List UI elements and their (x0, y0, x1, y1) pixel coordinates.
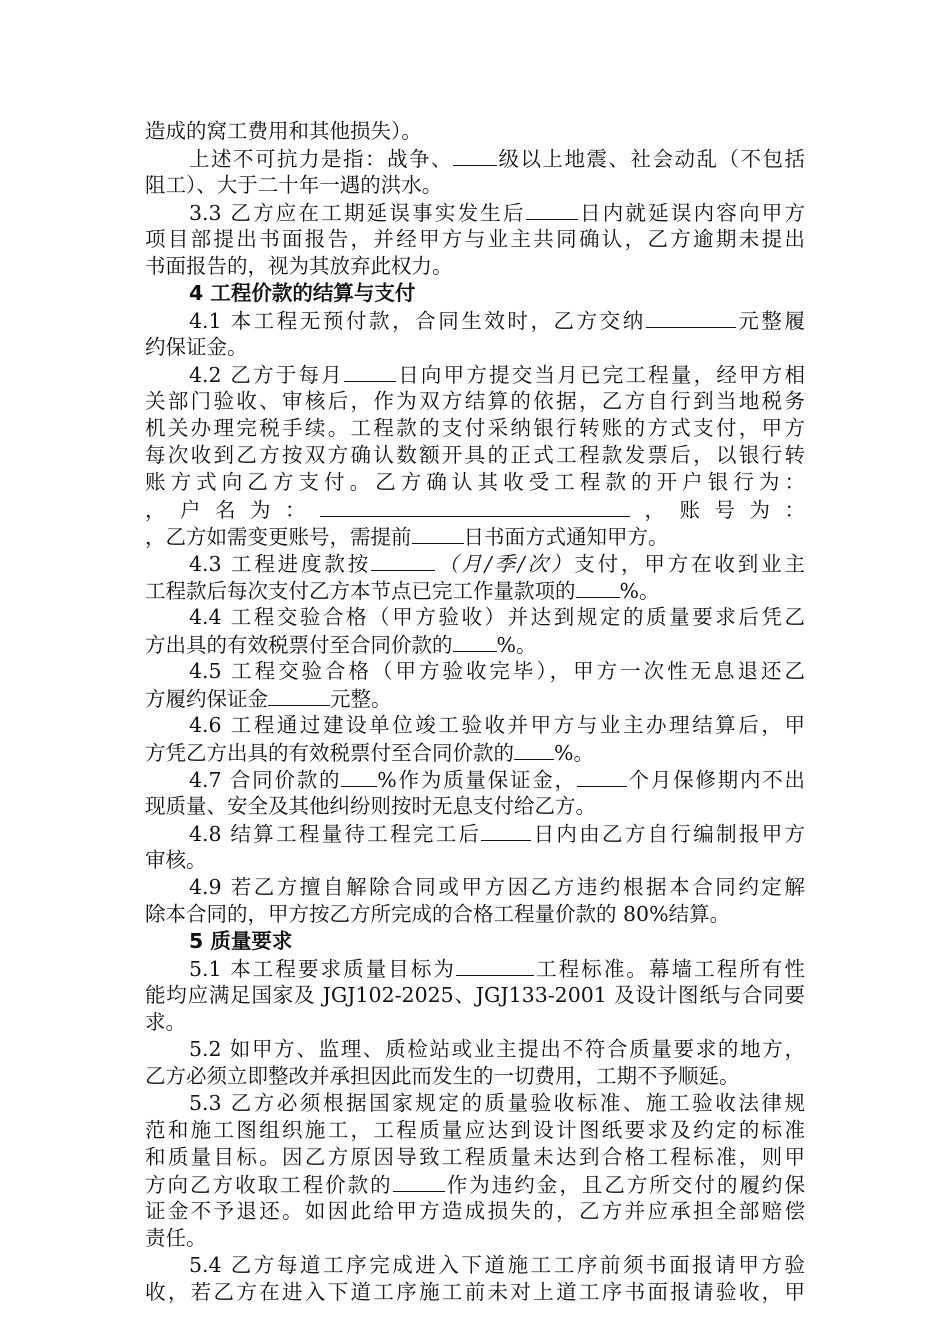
text-line: 证金不予退还。如因此给甲方造成损失的，乙方并应承担全部赔偿 (145, 1199, 805, 1223)
text-line: 账方式向乙方支付。乙方确认其收受工程款的开户银行为： (145, 470, 805, 494)
text-line: 范和施工图组织施工，工程质量应达到设计图纸要求及约定的标准 (145, 1118, 805, 1142)
text-line: 审核。 (145, 848, 207, 872)
text-line: 4.3 工程进度款按 （月/季/次）支付，甲方在收到业主 (189, 552, 806, 576)
blank (453, 145, 497, 166)
blank (646, 307, 736, 328)
blank (456, 955, 534, 976)
blank (371, 550, 435, 571)
blank (576, 577, 620, 598)
text-line: 方出具的有效税票付至合同价款的 %。 (145, 633, 537, 657)
text-line: 求。 (145, 1010, 186, 1034)
text-line: 4.5 工程交验合格（甲方验收完毕），甲方一次性无息退还乙 (189, 659, 805, 683)
blank (481, 820, 531, 841)
text-line: 能均应满足国家及 JGJ102-2025、JGJ133-2001 及设计图纸与合同要 (145, 983, 805, 1007)
text-line: 约保证金。 (145, 335, 248, 359)
text-line: 每次收到乙方按双方确认数额开具的正式工程款发票后，以银行转 (145, 443, 805, 467)
text-line: 阻工）、大于二十年一遇的洪水。 (145, 173, 443, 197)
text-line: ，户名为： ，账号为： (145, 498, 805, 522)
text-line: 3.3 乙方应在工期延误事实发生后 日内就延误内容向甲方 (189, 201, 806, 225)
text-line: 书面报告的，视为其放弃此权力。 (145, 254, 453, 278)
text-line: 责任。 (145, 1226, 207, 1250)
text-line: 5.3 乙方必须根据国家规定的质量验收标准、施工验收法律规 (189, 1091, 805, 1115)
text-line: ，乙方如需变更账号，需提前 日书面方式通知甲方。 (145, 525, 669, 549)
text-line: 乙方必须立即整改并承担因此而发生的一切费用，工期不予顺延。 (145, 1064, 740, 1088)
text-line: 4.9 若乙方擅自解除合同或甲方因乙方违约根据本合同约定解 (189, 875, 805, 899)
text-line: 4.8 结算工程量待工程完工后 日内由乙方自行编制报甲方 (189, 822, 805, 846)
document-page (145, 118, 805, 1306)
text-line: 造成的窝工费用和其他损失）。 (145, 119, 422, 143)
blank (268, 685, 330, 706)
text-line: 上述不可抗力是指：战争、 级以上地震、社会动乱（不包括 (189, 147, 805, 171)
text-line: 收，若乙方在进入下道工序施工前未对上道工序书面报请验收，甲 (145, 1280, 805, 1304)
text-line: 项目部提出书面报告，并经甲方与业主共同确认，乙方逾期未提出 (145, 227, 805, 251)
text-line: 除本合同的，甲方按乙方所完成的合格工程量价款的 80%结算。 (145, 902, 731, 926)
blank (526, 199, 578, 220)
blank (412, 523, 464, 544)
text-line: 工程款后每次支付乙方本节点已完工作量款项的 %。 (145, 579, 660, 603)
text-line: 和质量目标。因乙方原因导致工程质量未达到合格工程标准，则甲 (145, 1145, 805, 1169)
blank (341, 766, 377, 787)
text-line: 现质量、安全及其他纠纷则按时无息支付给乙方。 (145, 794, 596, 818)
text-line: 5.2 如甲方、监理、质检站或业主提出不符合质量要求的地方， (189, 1037, 805, 1061)
blank (514, 739, 554, 760)
text-line: 4.7 合同价款的 %作为质量保证金， 个月保修期内不出 (189, 768, 806, 792)
blank (453, 631, 497, 652)
text-line: 4.4 工程交验合格（甲方验收）并达到规定的质量要求后凭乙 (189, 605, 805, 629)
blank (320, 496, 630, 517)
text-line: 机关办理完税手续。工程款的支付采纳银行转账的方式支付，甲方 (145, 416, 805, 440)
text-line: 关部门验收、审核后，作为双方结算的依据，乙方自行到当地税务 (145, 389, 805, 413)
text-line: 5.4 乙方每道工序完成进入下道施工工序前须书面报请甲方验 (189, 1253, 805, 1277)
blank (344, 361, 396, 382)
blank (577, 766, 627, 787)
text-line: 方向乙方收取工程价款的 作为违约金，且乙方所交付的履约保 (145, 1173, 805, 1197)
text-line: 方凭乙方出具的有效税票付至合同价款的 %。 (145, 741, 594, 765)
text-line: 4.1 本工程无预付款，合同生效时，乙方交纳 元整履 (189, 309, 805, 333)
text-line: 4.2 乙方于每月 日向甲方提交当月已完工程量，经甲方相 (189, 363, 805, 387)
text-line: 4.6 工程通过建设单位竣工验收并甲方与业主办理结算后，甲 (189, 713, 805, 737)
section-heading: 5 质量要求 (189, 929, 293, 953)
text-line: 方履约保证金 元整。 (145, 687, 392, 711)
section-heading: 4 工程价款的结算与支付 (189, 281, 416, 305)
blank (393, 1171, 445, 1192)
text-line: 5.1 本工程要求质量目标为 工程标准。幕墙工程所有性 (189, 957, 805, 981)
